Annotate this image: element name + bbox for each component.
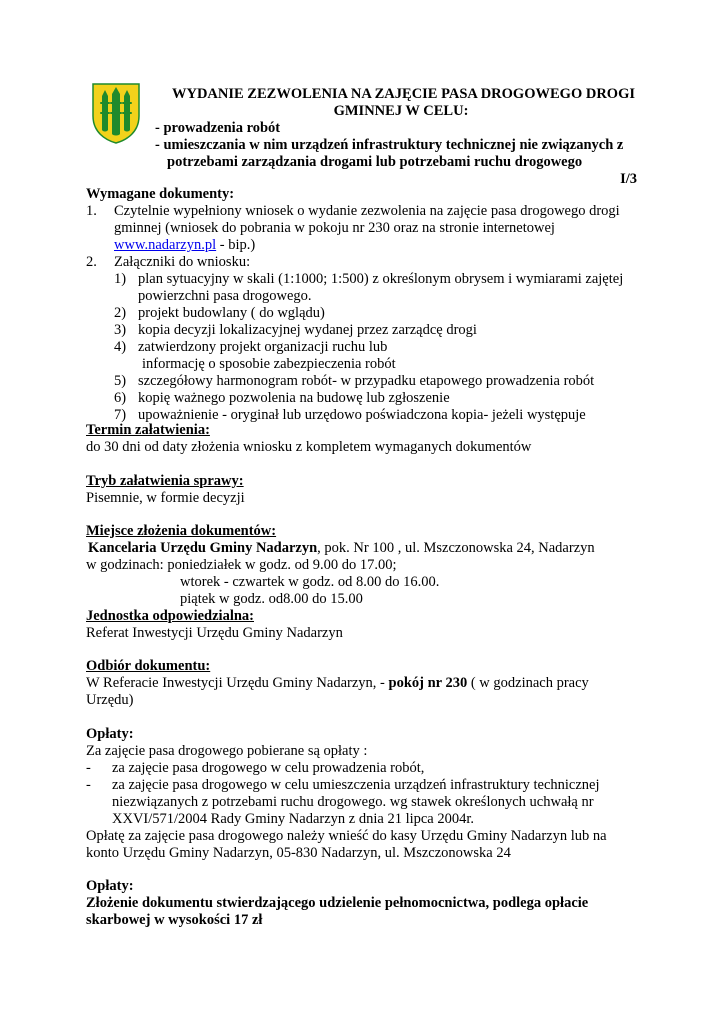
nadarzyn-website-link[interactable]: www.nadarzyn.pl — [114, 237, 217, 253]
fees-heading: Opłaty: — [86, 726, 134, 742]
fees-intro: Za zajęcie pasa drogowego pobierane są opłaty : — [86, 743, 368, 759]
hours-line-3: piątek w godz. od8.00 do 15.00 — [180, 591, 363, 607]
purpose-2-line-1: - umieszczania w nim urządzeń infrastruktury technicznej nie związanych z — [155, 137, 624, 153]
required-docs-heading: Wymagane dokumenty: — [86, 186, 235, 202]
list-item: 1. Czytelnie wypełniony wniosek o wydanie zezwolenia na zajęcie pasa drogowego drogi — [86, 203, 620, 219]
list-item: - za zajęcie pasa drogowego w celu umieszczenia urządzeń infrastruktury technicznej — [86, 777, 600, 793]
required-docs-section: Wymagane dokumenty: 1. Czytelnie wypełniony wniosek o wydanie zezwolenia na zajęcie pasa drogowego drogi gminnej (wniosek do pobrania w pokoju nr 230 oraz na stronie internetowej www.nadarzyn.pl - bip.) 2. Załączniki do wniosku: 1) plan sytuacyjny w skali (1:1000; 1:500) z określonym obrysem i wymiarami zajętej powierzchni pasa drogowego. 2) projekt budowlany ( do wglądu) 3) kopia decyzji lokalizacyjnej wydanej przez zarządcę drogi 4) zatwierdzony projekt organizacji ruchu lub informację o sposobie zabezpieczenia robót 5) szczegółowy harmonogram robót- w przypadku etapowego prowadzenia robót 6) kopię ważnego pozwolenia na budowę lub zgłoszenie 7) upoważnienie - oryginał lub urzędowo poświadczona kopia- jeżeli występuje — [86, 186, 644, 424]
fees2-section: Opłaty: Złożenie dokumentu stwierdzającego udzielenie pełnomocnictwa, podlega opłacie skarbowej w wysokości 17 zł — [86, 878, 644, 929]
attachment-item: 7) upoważnienie - oryginał lub urzędowo poświadczona kopia- jeżeli występuje — [114, 407, 586, 423]
mode-section — [86, 473, 644, 507]
hours-line-1: w godzinach: poniedziałek w godz. od 9.00 do 17.00; — [86, 557, 397, 573]
fees-section: Opłaty: Za zajęcie pasa drogowego pobierane są opłaty : - za zajęcie pasa drogowego w celu prowadzenia robót, - za zajęcie pasa drogowego w celu umieszczenia urządzeń infrastruktury technicznej niezwiązanych z potrzebami ruchu drogowego. wg stawek określonych uchwałą nr XXVI/571/2004 Rady Gminy Nadarzyn z dnia 21 lipca 2004r. Opłatę za zajęcie pasa drogowego należy wnieść do kasy Urzędu Gminy Nadarzyn lub na konto Urzędu Gminy Nadarzyn, 05-830 Nadarzyn, ul. Mszczonowska 24 — [86, 726, 644, 862]
list-item: - za zajęcie pasa drogowego w celu prowadzenia robót, — [86, 760, 425, 776]
attachment-item: 1) plan sytuacyjny w skali (1:1000; 1:500) z określonym obrysem i wymiarami zajętej — [114, 271, 624, 287]
title-line-2: GMINNEJ W CELU: — [333, 103, 469, 119]
fees2-heading: Opłaty: — [86, 878, 134, 894]
unit-heading: Jednostka odpowiedzialna: — [86, 608, 254, 624]
gmina-crest-icon — [90, 82, 142, 144]
attachment-item: 2) projekt budowlany ( do wglądu) — [114, 305, 325, 321]
office-name: Kancelaria Urzędu Gminy Nadarzyn — [88, 540, 318, 556]
attachment-item: 3) kopia decyzji lokalizacyjnej wydanej przez zarządcę drogi — [114, 322, 477, 338]
pickup-section: Odbiór dokumentu: W Referacie Inwestycji Urzędu Gminy Nadarzyn, - pokój nr 230 ( w godzinach pracy Urzędu) — [86, 658, 644, 709]
document-code: I/3 — [620, 171, 637, 187]
unit-section — [86, 608, 644, 642]
document-title — [155, 86, 647, 188]
deadline-heading: Termin załatwienia: — [86, 422, 210, 438]
pickup-heading: Odbiór dokumentu: — [86, 658, 211, 674]
deadline-text: do 30 dni od daty złożenia wniosku z kompletem wymaganych dokumentów — [86, 439, 532, 455]
place-section: Miejsce złożenia dokumentów: Kancelaria Urzędu Gminy Nadarzyn, pok. Nr 100 , ul. Mszczonowska 24, Nadarzyn w godzinach: poniedziałek w godz. od 9.00 do 17.00; wtorek - czwartek w godz. od 8.00 do 16.00. piątek w godz. od8.00 do 15.00 — [86, 523, 644, 608]
mode-heading: Tryb załatwienia sprawy: — [86, 473, 244, 489]
attachment-item: 5) szczegółowy harmonogram robót- w przypadku etapowego prowadzenia robót — [114, 373, 595, 389]
attachments-list — [86, 271, 644, 424]
room-number: pokój nr 230 — [388, 675, 468, 691]
attachment-item: 4) zatwierdzony projekt organizacji ruchu lub — [114, 339, 388, 355]
unit-text: Referat Inwestycji Urzędu Gminy Nadarzyn — [86, 625, 343, 641]
deadline-section — [86, 422, 644, 456]
hours-line-2: wtorek - czwartek w godz. od 8.00 do 16.00. — [180, 574, 440, 590]
place-heading: Miejsce złożenia dokumentów: — [86, 523, 277, 539]
purpose-1: - prowadzenia robót — [155, 120, 281, 136]
mode-text: Pisemnie, w formie decyzji — [86, 490, 245, 506]
attachment-item: 6) kopię ważnego pozwolenia na budowę lub zgłoszenie — [114, 390, 450, 406]
list-item: 2. Załączniki do wniosku: — [86, 254, 251, 270]
attachment-item-continuation: informację o sposobie zabezpieczenia robót — [142, 356, 396, 372]
attachment-item-continuation: powierzchni pasa drogowego. — [138, 288, 312, 304]
purpose-2-line-2: potrzebami zarządzania drogami lub potrzebami ruchu drogowego — [167, 154, 583, 170]
title-line-1: WYDANIE ZEZWOLENIA NA ZAJĘCIE PASA DROGOWEGO DROGI — [171, 86, 635, 102]
